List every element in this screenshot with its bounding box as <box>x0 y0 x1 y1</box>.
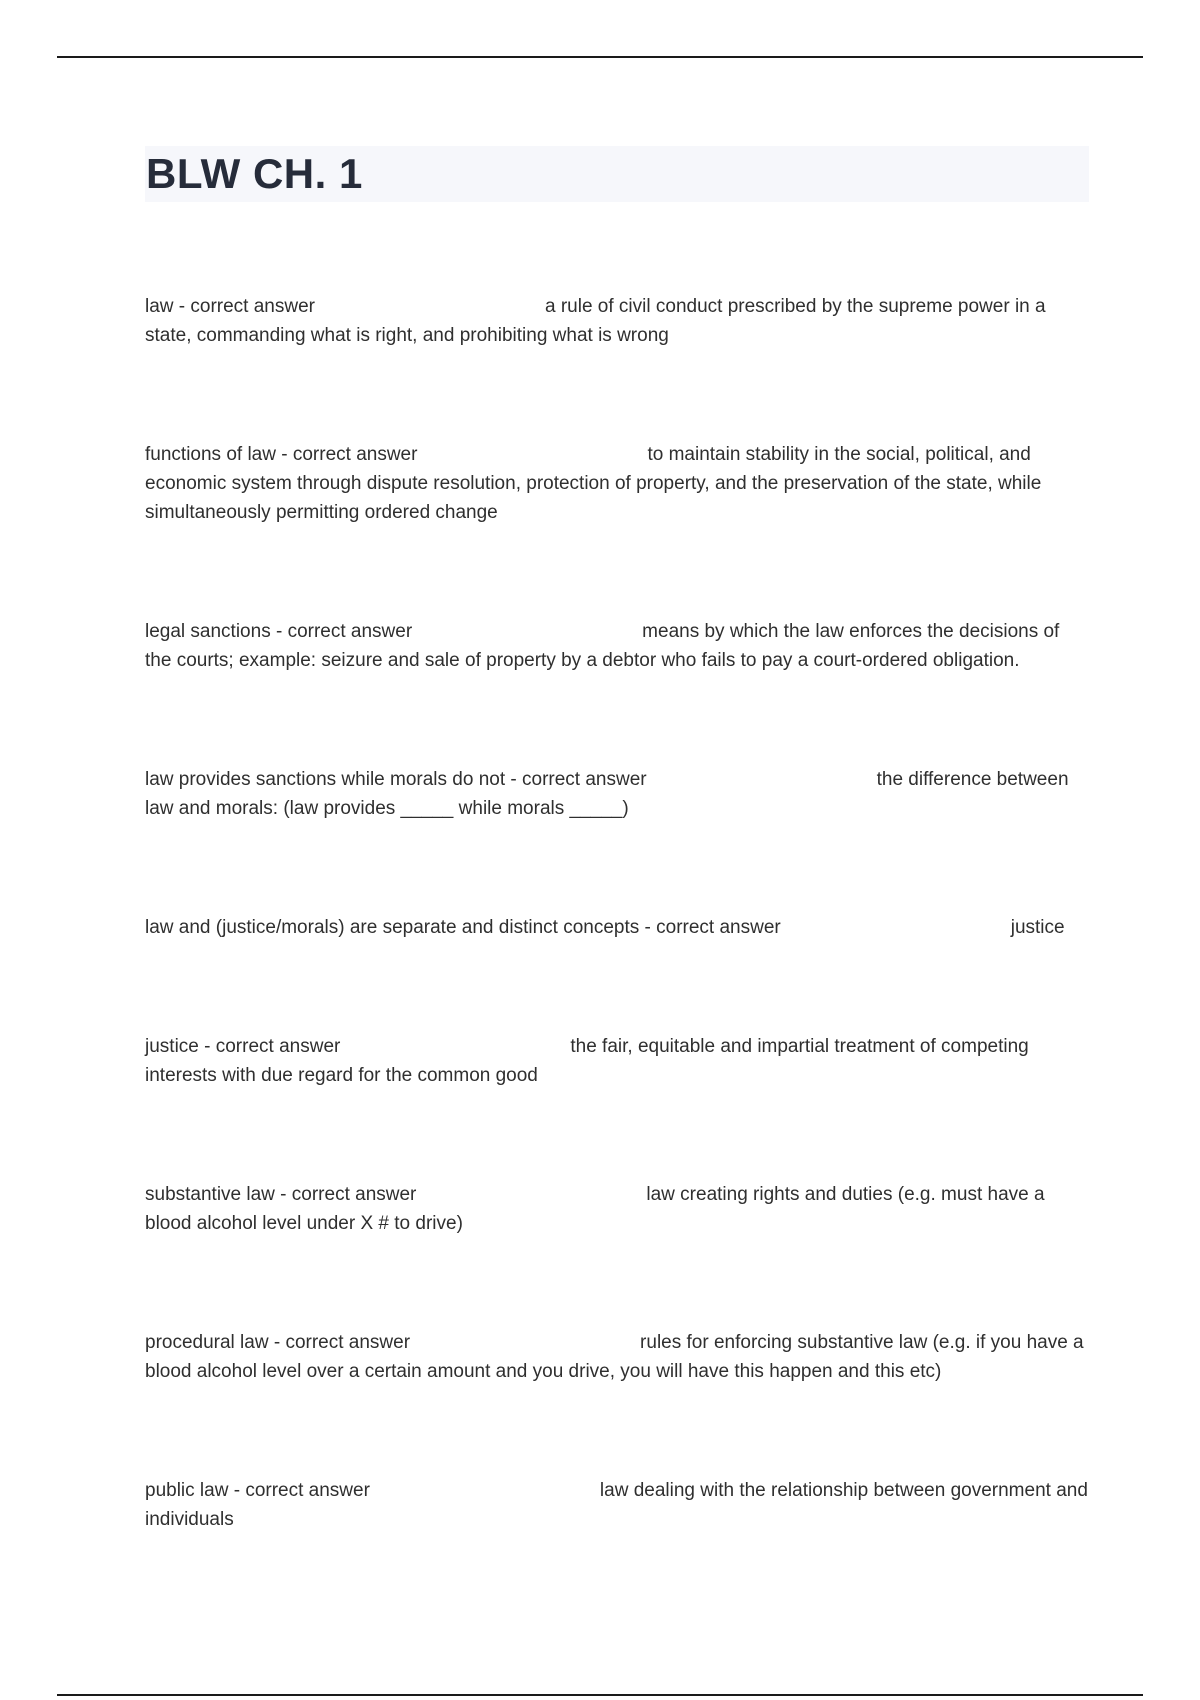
card-gap <box>410 1347 640 1348</box>
card-term: justice - correct answer <box>145 1036 341 1057</box>
card-gap <box>416 1199 646 1200</box>
card-definition: law creating rights and duties (e.g. must have a blood alcohol level under X # to drive) <box>145 1184 1045 1234</box>
card-term: public law - correct answer <box>145 1480 370 1501</box>
card-gap <box>781 932 1011 933</box>
card-term: law provides sanctions while morals do not - correct answer <box>145 769 647 790</box>
card-term: functions of law - correct answer <box>145 444 418 465</box>
card-gap <box>370 1495 600 1496</box>
card-term: legal sanctions - correct answer <box>145 621 413 642</box>
flashcard <box>145 765 1089 823</box>
card-definition: means by which the law enforces the decisions of the courts; example: seizure and sale of property by a debtor who fails to pay a court-ordered obligation. <box>145 621 1060 671</box>
card-definition: the difference between law and morals: (law provides _____ while morals _____) <box>145 769 1069 819</box>
title-block <box>145 146 1089 202</box>
header-rule <box>57 56 1143 58</box>
flashcard <box>145 1180 1089 1238</box>
card-definition: law dealing with the relationship between government and individuals <box>145 1480 1088 1530</box>
card-term: law and (justice/morals) are separate and distinct concepts - correct answer <box>145 917 781 938</box>
flashcard <box>145 1328 1089 1386</box>
flashcard <box>145 1476 1089 1534</box>
card-gap <box>412 636 642 637</box>
footer-rule <box>57 1694 1143 1696</box>
card-term: law - correct answer <box>145 296 315 317</box>
card-gap <box>417 459 647 460</box>
card-definition: a rule of civil conduct prescribed by the supreme power in a state, commanding what is right, and prohibiting what is wrong <box>145 296 1046 346</box>
card-term: substantive law - correct answer <box>145 1184 417 1205</box>
card-definition: to maintain stability in the social, political, and economic system through dispute resolution, protection of property, and the preservation of the state, while simultaneously permitting ordered change <box>145 444 1042 523</box>
flashcard <box>145 913 1089 942</box>
card-gap <box>340 1051 570 1052</box>
card-definition: rules for enforcing substantive law (e.g. if you have a blood alcohol level over a certain amount and you drive, you will have this happen and this etc) <box>145 1332 1084 1382</box>
flashcard <box>145 617 1089 675</box>
flashcard-list <box>145 292 1089 1624</box>
document-title: BLW CH. 1 <box>146 150 363 197</box>
card-definition: the fair, equitable and impartial treatment of competing interests with due regard for the common good <box>145 1036 1029 1086</box>
flashcard <box>145 292 1089 350</box>
card-definition: justice <box>1010 917 1065 938</box>
card-gap <box>647 784 877 785</box>
flashcard <box>145 1032 1089 1090</box>
flashcard <box>145 440 1089 527</box>
card-gap <box>315 311 545 312</box>
card-term: procedural law - correct answer <box>145 1332 411 1353</box>
